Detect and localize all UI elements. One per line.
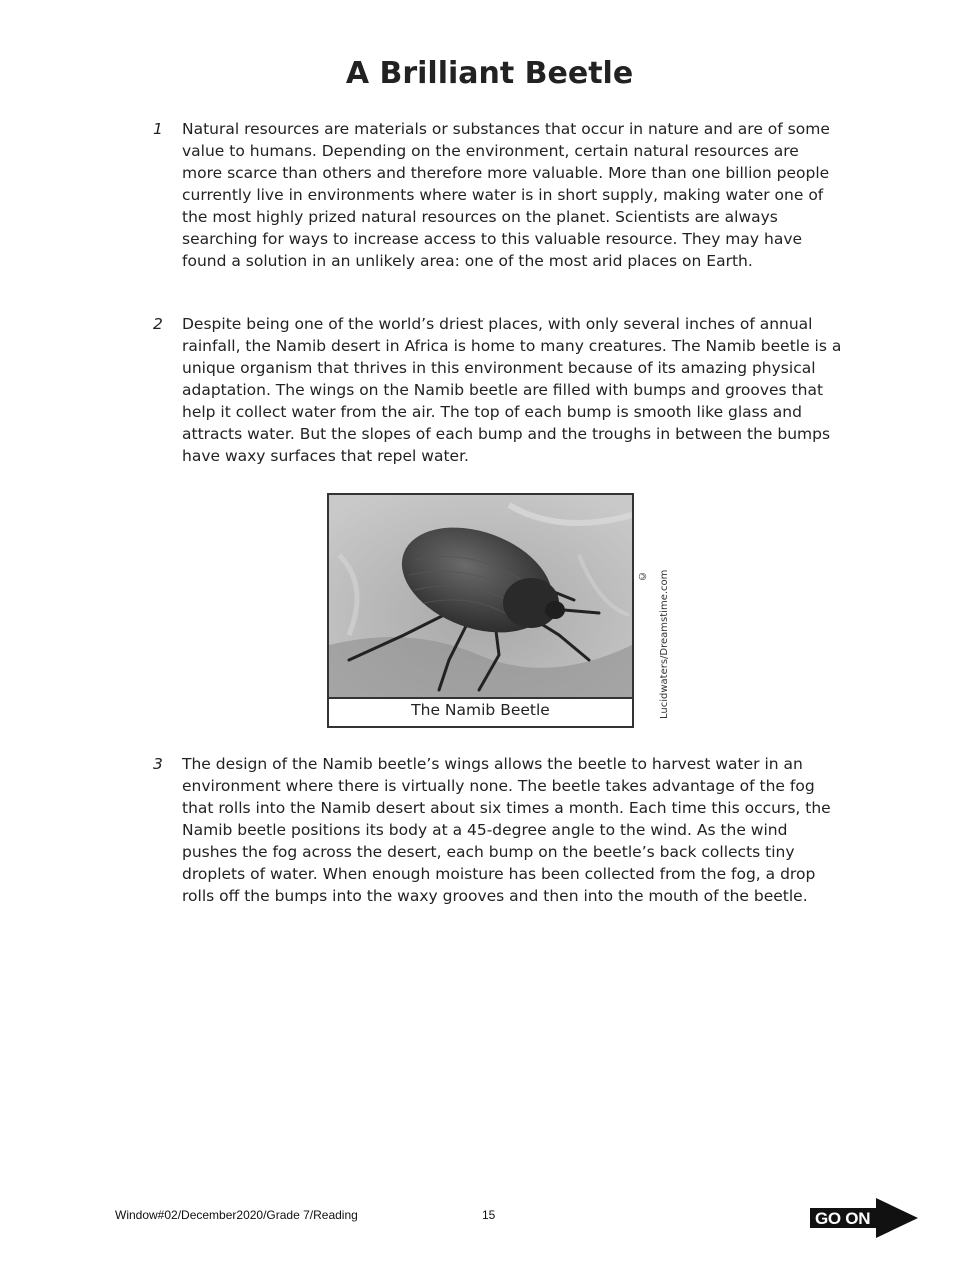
paragraph-3: [153, 753, 843, 907]
footer-source: Window#02/December2020/Grade 7/Reading: [115, 1208, 358, 1222]
beetle-figure: [327, 493, 634, 728]
paragraph-text: The design of the Namib beetle’s wings allows the beetle to harvest water in an environment where there is virtually none. The beetle takes advantage of the fog that rolls into the Namib desert about six times a month. Each time this occurs, the Namib beetle positions its body at a 45-degree angle to the wind. As the wind pushes the fog across the desert, each bump on the beetle’s back collects tiny droplets of water. When enough moisture has been collected from the fog, a drop rolls off the bumps into the waxy grooves and then into the mouth of the beetle.: [182, 755, 831, 905]
page-number: 15: [482, 1208, 496, 1222]
paragraph-number: 1: [153, 120, 163, 138]
go-on-label: GO ON: [815, 1209, 871, 1228]
paragraph-text: Natural resources are materials or substances that occur in nature and are of some value to humans. Depending on the environment, certain natural resources are more scarce than others and therefore more valuable. More than one billion people currently live in environments where water is in short supply, making water one of the most highly prized natural resources on the planet. Scientists are always searching for ways to increase access to this valuable resource. They may have found a solution in an unlikely area: one of the most arid places on Earth.: [182, 120, 830, 270]
paragraph-number: 3: [153, 755, 163, 773]
arrow-right-icon: [876, 1198, 918, 1238]
paragraph-1: [153, 118, 843, 272]
page-title: A Brilliant Beetle: [345, 56, 634, 91]
paragraph-number: 2: [153, 315, 163, 333]
figure-caption: The Namib Beetle: [327, 695, 634, 728]
go-on-indicator: [810, 1198, 920, 1238]
paragraph-text: Despite being one of the world’s driest places, with only several inches of annual rainfall, the Namib desert in Africa is home to many creatures. The Namib beetle is a unique organism that thrives in this environment because of its amazing physical adaptation. The wings on the Namib beetle are filled with bumps and grooves that help it collect water from the air. The top of each bump is smooth like glass and attracts water. But the slopes of each bump and the troughs in between the bumps have waxy surfaces that repel water.: [182, 315, 842, 465]
beetle-photo: [327, 493, 634, 699]
paragraph-2: [153, 313, 843, 467]
beetle-illustration: [329, 495, 632, 697]
photo-credit: © Lucidwaters/Dreamstime.com: [637, 570, 670, 720]
